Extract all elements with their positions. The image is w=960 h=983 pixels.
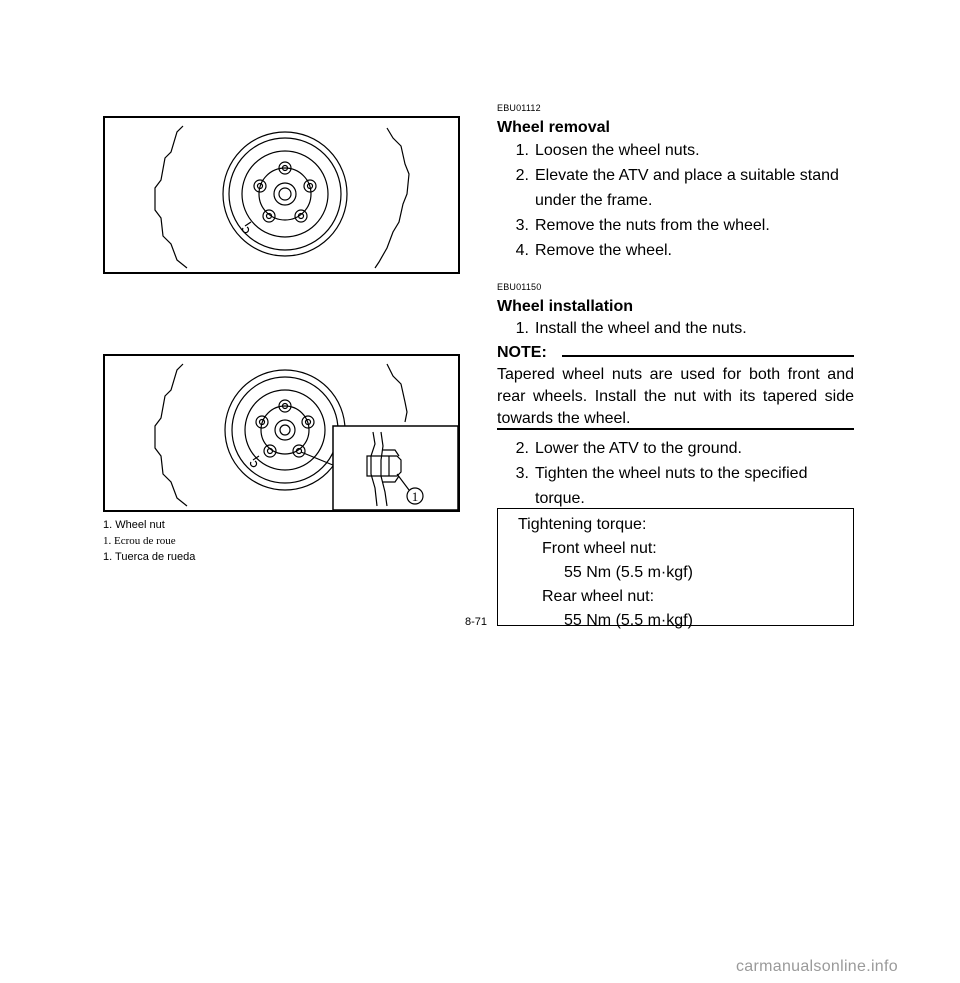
front-wheel-nut-label: Front wheel nut:	[542, 540, 657, 557]
note-text: Tapered wheel nuts are used for both front and rear wheels. Install the nut with its tapered side towards the wheel.	[497, 366, 854, 427]
rear-wheel-nut-value: 55 Nm (5.5 m·kgf)	[564, 612, 693, 629]
figure-wheel-nut	[103, 354, 460, 512]
page-number: 8-71	[465, 616, 488, 628]
wheel-nut-illustration	[105, 356, 458, 510]
watermark-text[interactable]: carmanualsonline.info	[736, 958, 898, 975]
installation-step: torque.	[535, 490, 585, 507]
removal-step: 2. Elevate the ATV and place a suitable stand	[515, 167, 839, 184]
wheel-illustration	[105, 118, 458, 272]
figure-wheel-removal	[103, 116, 460, 274]
rear-wheel-nut-label: Rear wheel nut:	[542, 588, 655, 605]
section-code-installation: EBU01150	[497, 282, 542, 292]
removal-step: 4. Remove the wheel.	[515, 242, 672, 259]
note-rule-bottom	[497, 428, 854, 430]
torque-label: Tightening torque:	[518, 516, 647, 533]
heading-wheel-removal: Wheel removal	[497, 119, 610, 136]
installation-step: 3. Tighten the wheel nuts to the specified	[515, 465, 808, 482]
section-code-removal: EBU01112	[497, 103, 541, 113]
installation-step: 1. Install the wheel and the nuts.	[515, 320, 747, 337]
callout-number: 1	[411, 489, 419, 504]
torque-spec-box	[497, 508, 854, 629]
removal-step: 3. Remove the nuts from the wheel.	[515, 217, 770, 234]
caption-wheel-nut-es: 1. Tuerca de rueda	[103, 551, 196, 563]
removal-step: under the frame.	[535, 192, 653, 209]
front-wheel-nut-value: 55 Nm (5.5 m·kgf)	[564, 564, 693, 581]
note-rule-top	[562, 355, 854, 357]
caption-wheel-nut-fr: 1. Ecrou de roue	[103, 535, 176, 547]
removal-step: 1. Loosen the wheel nuts.	[515, 142, 700, 159]
installation-steps-after	[497, 436, 857, 511]
removal-steps	[497, 138, 857, 263]
note-label: NOTE:	[497, 344, 547, 361]
installation-steps-before	[497, 316, 857, 341]
caption-wheel-nut-en: 1. Wheel nut	[103, 519, 165, 531]
heading-wheel-installation: Wheel installation	[497, 298, 634, 315]
installation-step: 2. Lower the ATV to the ground.	[515, 440, 742, 457]
